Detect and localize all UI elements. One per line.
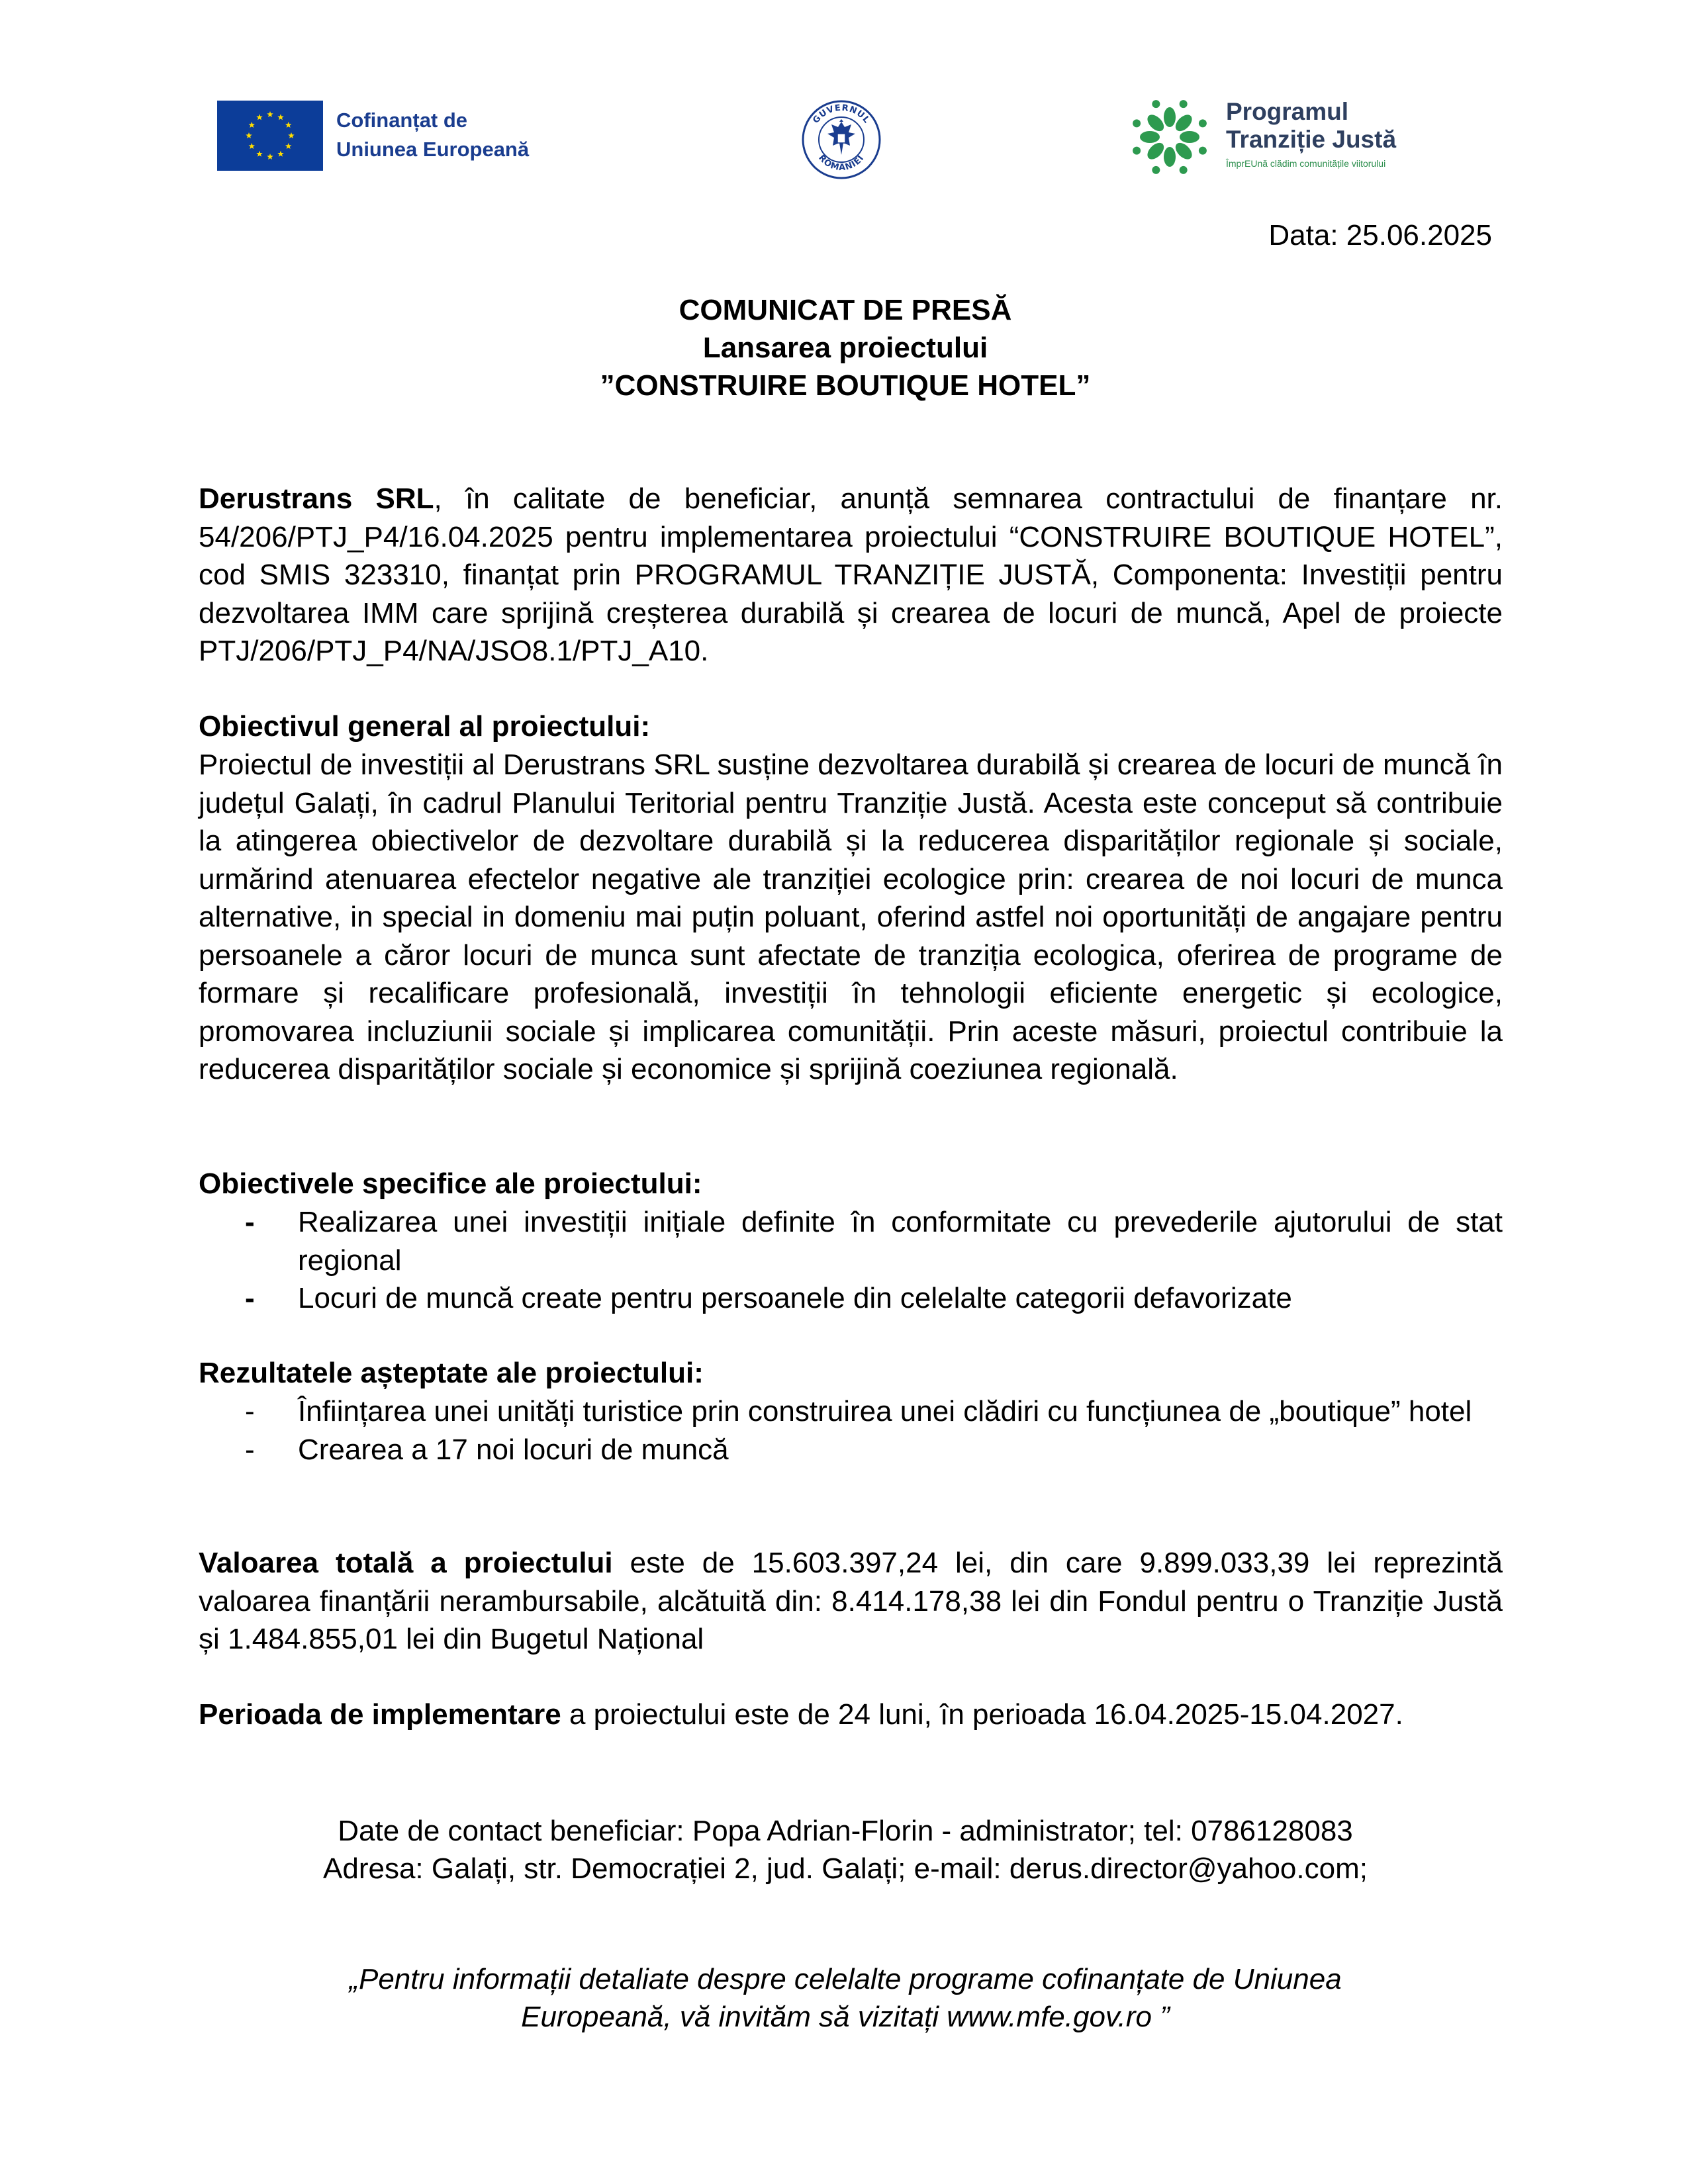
just-transition-program-logo — [1127, 94, 1438, 180]
ptj-leaf-icon — [1145, 112, 1167, 134]
eu-logo-line2: Uniunea Europeană — [336, 138, 530, 161]
implementation-period-paragraph — [199, 1696, 1503, 1734]
ptj-logo-line2: Tranziție Justă — [1226, 126, 1397, 153]
project-value-label: Valoarea totală a proiectului — [199, 1547, 613, 1579]
beneficiary-name: Derustrans SRL — [199, 482, 434, 515]
list-item: - Realizarea unei investiții inițiale definite în conformitate cu prevederile ajutorului de stat regional — [245, 1206, 1503, 1277]
ptj-logo-tagline: ÎmprEUnă clădim comunitățile viitorului — [1226, 158, 1386, 169]
ptj-leaf-icon — [1180, 131, 1199, 143]
ptj-leaf-icon — [1140, 131, 1160, 143]
list-item: - Locuri de muncă create pentru persoanele din celelalte categorii defavorizate — [245, 1282, 1292, 1314]
contact-line2: Adresa: Galați, str. Democrației 2, jud. Galați; e-mail: derus.director@yahoo.com; — [323, 1852, 1368, 1885]
eu-flag-icon — [217, 101, 323, 171]
expected-results-heading: Rezultatele așteptate ale proiectului: — [199, 1357, 704, 1389]
implementation-period-label: Perioada de implementare — [199, 1698, 561, 1731]
specific-objectives-list — [199, 1203, 1503, 1318]
ptj-dot-icon — [1133, 119, 1141, 127]
svg-text:GUVERNUL: GUVERNUL — [811, 103, 872, 126]
general-objective-heading: Obiectivul general al proiectului: — [199, 710, 651, 743]
ptj-dot-icon — [1180, 100, 1188, 108]
romanian-government-logo — [801, 99, 882, 180]
ptj-dot-icon — [1133, 147, 1141, 155]
government-crest-icon — [801, 99, 882, 180]
title-line2: Lansarea proiectului — [702, 332, 988, 364]
ptj-leaf-icon — [1164, 107, 1176, 127]
ptj-leaf-icon — [1164, 147, 1176, 167]
intro-text: , în calitate de beneficiar, anunță semnarea contractului de finanțare nr. 54/206/PTJ_P4/16.04.2025 pentru implementarea proiectului “CONSTRUIRE BOUTIQUE HOTEL”, cod SMIS 323310, finanțat prin PROGRAMUL TRANZIȚIE JUSTĂ, Componenta: Investiții pentru dezvoltarea IMM care sprijină creșterea durabilă și crearea de locuri de muncă, Apel de proiecte PTJ/206/PTJ_P4/NA/JSO8.1/PTJ_A10. — [199, 482, 1503, 667]
specific-objectives-heading: Obiectivele specifice ale proiectului: — [199, 1167, 702, 1200]
title-line3: ”CONSTRUIRE BOUTIQUE HOTEL” — [600, 369, 1091, 402]
ptj-leaf-icon — [1145, 140, 1167, 162]
release-date: Data: 25.06.2025 — [1268, 219, 1492, 251]
ptj-leaf-icon — [1172, 112, 1195, 134]
ptj-leaf-icon — [1172, 140, 1195, 162]
ptj-dot-icon — [1199, 119, 1207, 127]
project-value-text: este de 15.603.397,24 lei, din care 9.899.033,39 lei reprezintă valoarea finanțării nerambursabile, alcătuită din: 8.414.178,38 lei din Fondul pentru o Tranziție Justă și 1.484.855,01 lei din Bugetul Național — [199, 1547, 1503, 1655]
ptj-dot-icon — [1180, 166, 1188, 174]
contact-line1: Date de contact beneficiar: Popa Adrian-Florin - administrator; tel: 0786128083 — [338, 1815, 1353, 1847]
general-objective-text: Proiectul de investiții al Derustrans SRL susține dezvoltarea durabilă și crearea de locuri de muncă în județul Galați, în cadrul Planului Teritorial pentru Tranziție Justă. Acesta este conceput să contribuie la atingerea obiectivelor de dezvoltare durabilă și la reducerea disparităților regionale și sociale, urmărind atenuarea efectelor negative ale tranziției ecologice prin: crearea de noi locuri de munca alternative, in special in domeniu mai puțin poluant, oferind astfel noi oportunități de angajare pentru persoanele a căror locuri de munca sunt afectate de tranziția ecologica, oferirea de programe de formare și recalificare profesională, investiții în tehnologii eficiente energetic și ecologice, promovarea incluziunii sociale și implicarea comunității. Prin aceste măsuri, proiectul contribuie la reducerea disparităților sociale și economice și sprijină coeziunea regională. — [199, 749, 1503, 1085]
contact-details — [199, 1812, 1492, 1888]
project-value-paragraph — [199, 1544, 1503, 1659]
eu-cofinancing-logo — [217, 101, 561, 171]
list-item: - Înființarea unei unități turistice prin construirea unei clădiri cu funcțiunea de „boutique” hotel — [245, 1395, 1472, 1428]
title-line1: COMUNICAT DE PRESĂ — [679, 294, 1012, 326]
list-item: - Crearea a 17 noi locuri de muncă — [245, 1433, 729, 1466]
ptj-flower-icon — [1127, 94, 1213, 180]
ptj-dot-icon — [1199, 147, 1207, 155]
eu-logo-line1: Cofinanțat de — [336, 109, 468, 132]
ptj-dot-icon — [1152, 166, 1160, 174]
ptj-dot-icon — [1152, 100, 1160, 108]
press-release-title — [199, 291, 1492, 404]
footer-line1: „Pentru informații detaliate despre celelalte programe cofinanțate de Uniunea — [349, 1963, 1342, 1995]
footer-line2: Europeană, vă invităm să vizitați www.mfe.gov.ro ” — [521, 2001, 1170, 2033]
footer-note — [199, 1960, 1492, 2036]
intro-paragraph — [199, 480, 1503, 670]
implementation-period-text: a proiectului este de 24 luni, în perioada 16.04.2025-15.04.2027. — [561, 1698, 1403, 1731]
ptj-logo-line1: Programul — [1226, 98, 1349, 125]
svg-text:ROMÂNIEI: ROMÂNIEI — [816, 153, 867, 173]
expected-results-list — [199, 1392, 1503, 1469]
